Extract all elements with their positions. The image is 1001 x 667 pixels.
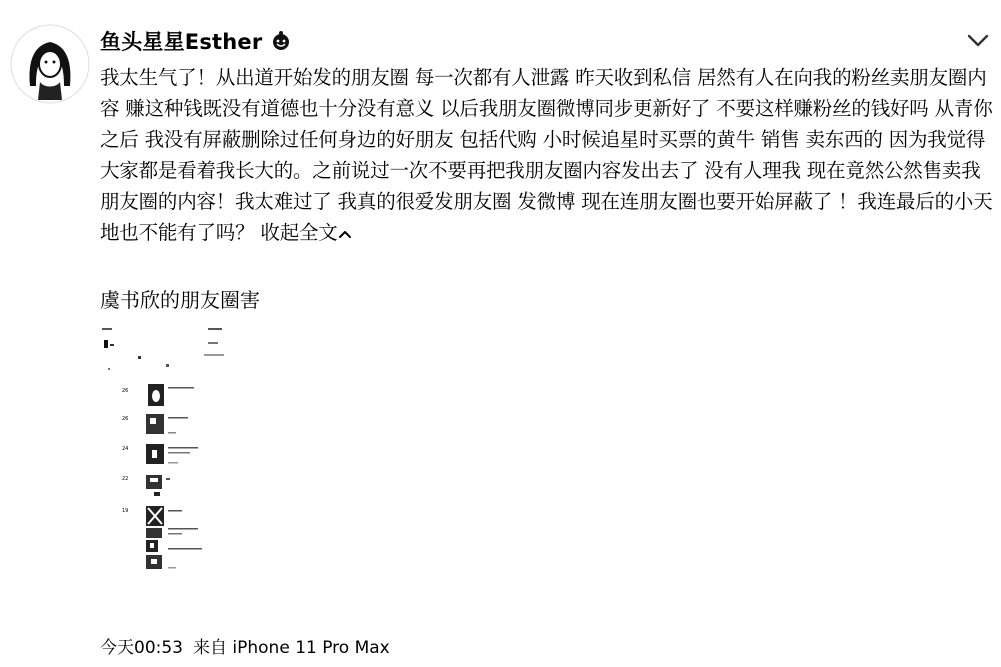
moments-screenshot-image[interactable]	[96, 320, 236, 580]
avatar[interactable]	[10, 24, 90, 104]
collapse-link[interactable]	[260, 221, 351, 244]
avatar-image	[10, 24, 90, 104]
post-timestamp: 今天00:53	[100, 638, 183, 658]
day-label-1: 26	[122, 388, 129, 394]
day-label-5: 19	[122, 508, 129, 514]
post-subtitle: 虞书欣的朋友圈害	[100, 288, 260, 312]
day-label-2: 26	[122, 416, 129, 422]
chevron-down-icon[interactable]	[965, 30, 991, 50]
collapse-label: 收起全文	[260, 221, 338, 244]
smile-face-icon	[270, 30, 292, 52]
post-source: 来自 iPhone 11 Pro Max	[193, 638, 390, 658]
author-row	[100, 26, 292, 56]
post-meta	[100, 636, 390, 660]
day-label-4: 22	[122, 476, 129, 482]
day-label-3: 24	[122, 446, 129, 452]
post-text	[100, 62, 994, 248]
author-name[interactable]: 鱼头星星Esther	[100, 30, 263, 54]
post-text-content: 我太生气了！从出道开始发的朋友圈 每一次都有人泄露 昨天收到私信 居然有人在向我的粉丝卖朋友圈内容 赚这种钱既没有道德也十分没有意义 以后我朋友圈微博同步更新好了 不要这样赚粉丝的钱好吗 从青你之后 我没有屏蔽删除过任何身边的好朋友 包括代购 小时候追星时买票的黄牛 销售 卖东西的 因为我觉得大家都是看着我长大的。之前说过一次不要再把我朋友圈内容发出去了 没有人理我 现在竟然公然售卖我朋友圈的内容！我太难过了 我真的很爱发朋友圈 发微博 现在连朋友圈也要开始屏蔽了 ！我连最后的小天地也不能有了吗？	[100, 66, 993, 244]
caret-up-icon	[338, 228, 352, 240]
